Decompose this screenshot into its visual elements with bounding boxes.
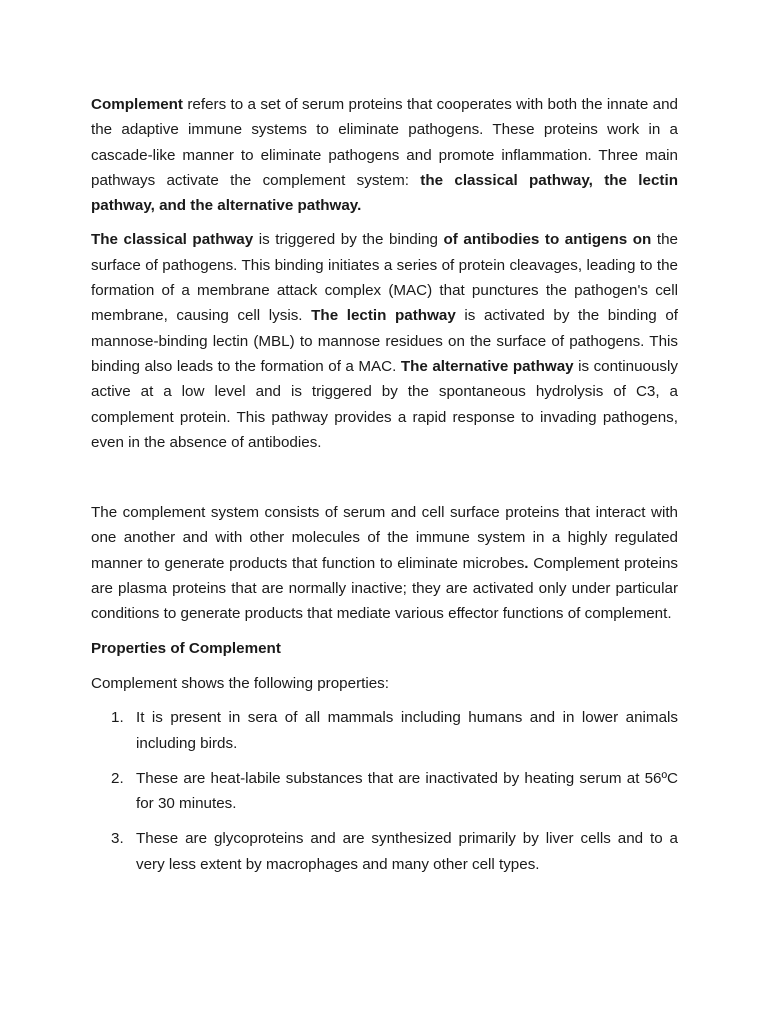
list-item-number: 3. bbox=[111, 830, 124, 848]
properties-intro: Complement shows the following properties: bbox=[91, 674, 389, 692]
paragraph-text: Complement proteins are plasma proteins that are normally inactive; they are activated only under particular conditions to generate products that mediate various effector functions of complement. bbox=[91, 554, 678, 623]
list-item-text: These are glycoproteins and are synthesized primarily by liver cells and to a very less extent by macrophages and many other cell types. bbox=[136, 830, 678, 873]
term-pathways: the classical pathway, the lectin pathway, and the alternative pathway. bbox=[91, 171, 678, 215]
paragraph-complement-system bbox=[91, 500, 678, 626]
list-item-number: 2. bbox=[111, 769, 124, 787]
list-item bbox=[91, 766, 678, 817]
paragraph-text: the surface of pathogens. This binding initiates a series of protein cleavages, leading to the formation of a membrane attack complex (MAC) that punctures the pathogen's cell membrane, causing cell lysis. bbox=[91, 231, 679, 325]
list-item bbox=[91, 826, 678, 877]
paragraph-text: The complement system consists of serum and cell surface proteins that interact with one another and with other molecules of the immune system in a highly regulated manner to generate products that function to eliminate microbes bbox=[91, 504, 678, 572]
section-heading-text: Properties of Complement bbox=[91, 639, 281, 657]
bold-period: . bbox=[524, 554, 529, 572]
term-complement: Complement bbox=[91, 96, 183, 113]
term-antibodies-antigens: of antibodies to antigens on bbox=[443, 231, 652, 249]
properties-list bbox=[91, 705, 678, 877]
list-item-text: It is present in sera of all mammals including humans and in lower animals including birds. bbox=[136, 709, 678, 752]
list-item bbox=[91, 705, 678, 756]
paragraph-text: refers to a set of serum proteins that cooperates with both the innate and the adaptive immune systems to eliminate pathogens. These proteins work in a cascade-like manner to eliminate pathogens and promote inflammation. Three main pathways activate the complement system: bbox=[91, 96, 678, 189]
document-page bbox=[91, 92, 678, 887]
term-classical-pathway: The classical pathway bbox=[91, 231, 254, 249]
paragraph-text: is triggered by the binding bbox=[253, 231, 444, 249]
paragraph-text: is continuously active at a low level and is triggered by the spontaneous hydrolysis of C3, a complement protein. This pathway provides a rapid response to invading pathogens, even in the absence of antibodies. bbox=[91, 357, 678, 451]
paragraph-pathways bbox=[91, 227, 678, 455]
list-item-text: These are heat-labile substances that are inactivated by heating serum at 56ºC for 30 minutes. bbox=[136, 769, 678, 813]
list-item-number: 1. bbox=[111, 709, 124, 727]
term-alternative-pathway: The alternative pathway bbox=[400, 357, 574, 375]
paragraph-complement-definition bbox=[91, 92, 678, 218]
paragraph-text: is activated by the binding of mannose-binding lectin (MBL) to mannose residues on the surface of pathogens. This binding also leads to the formation of a MAC. bbox=[91, 307, 679, 375]
section-heading bbox=[91, 636, 678, 661]
term-lectin-pathway: The lectin pathway bbox=[311, 307, 456, 325]
